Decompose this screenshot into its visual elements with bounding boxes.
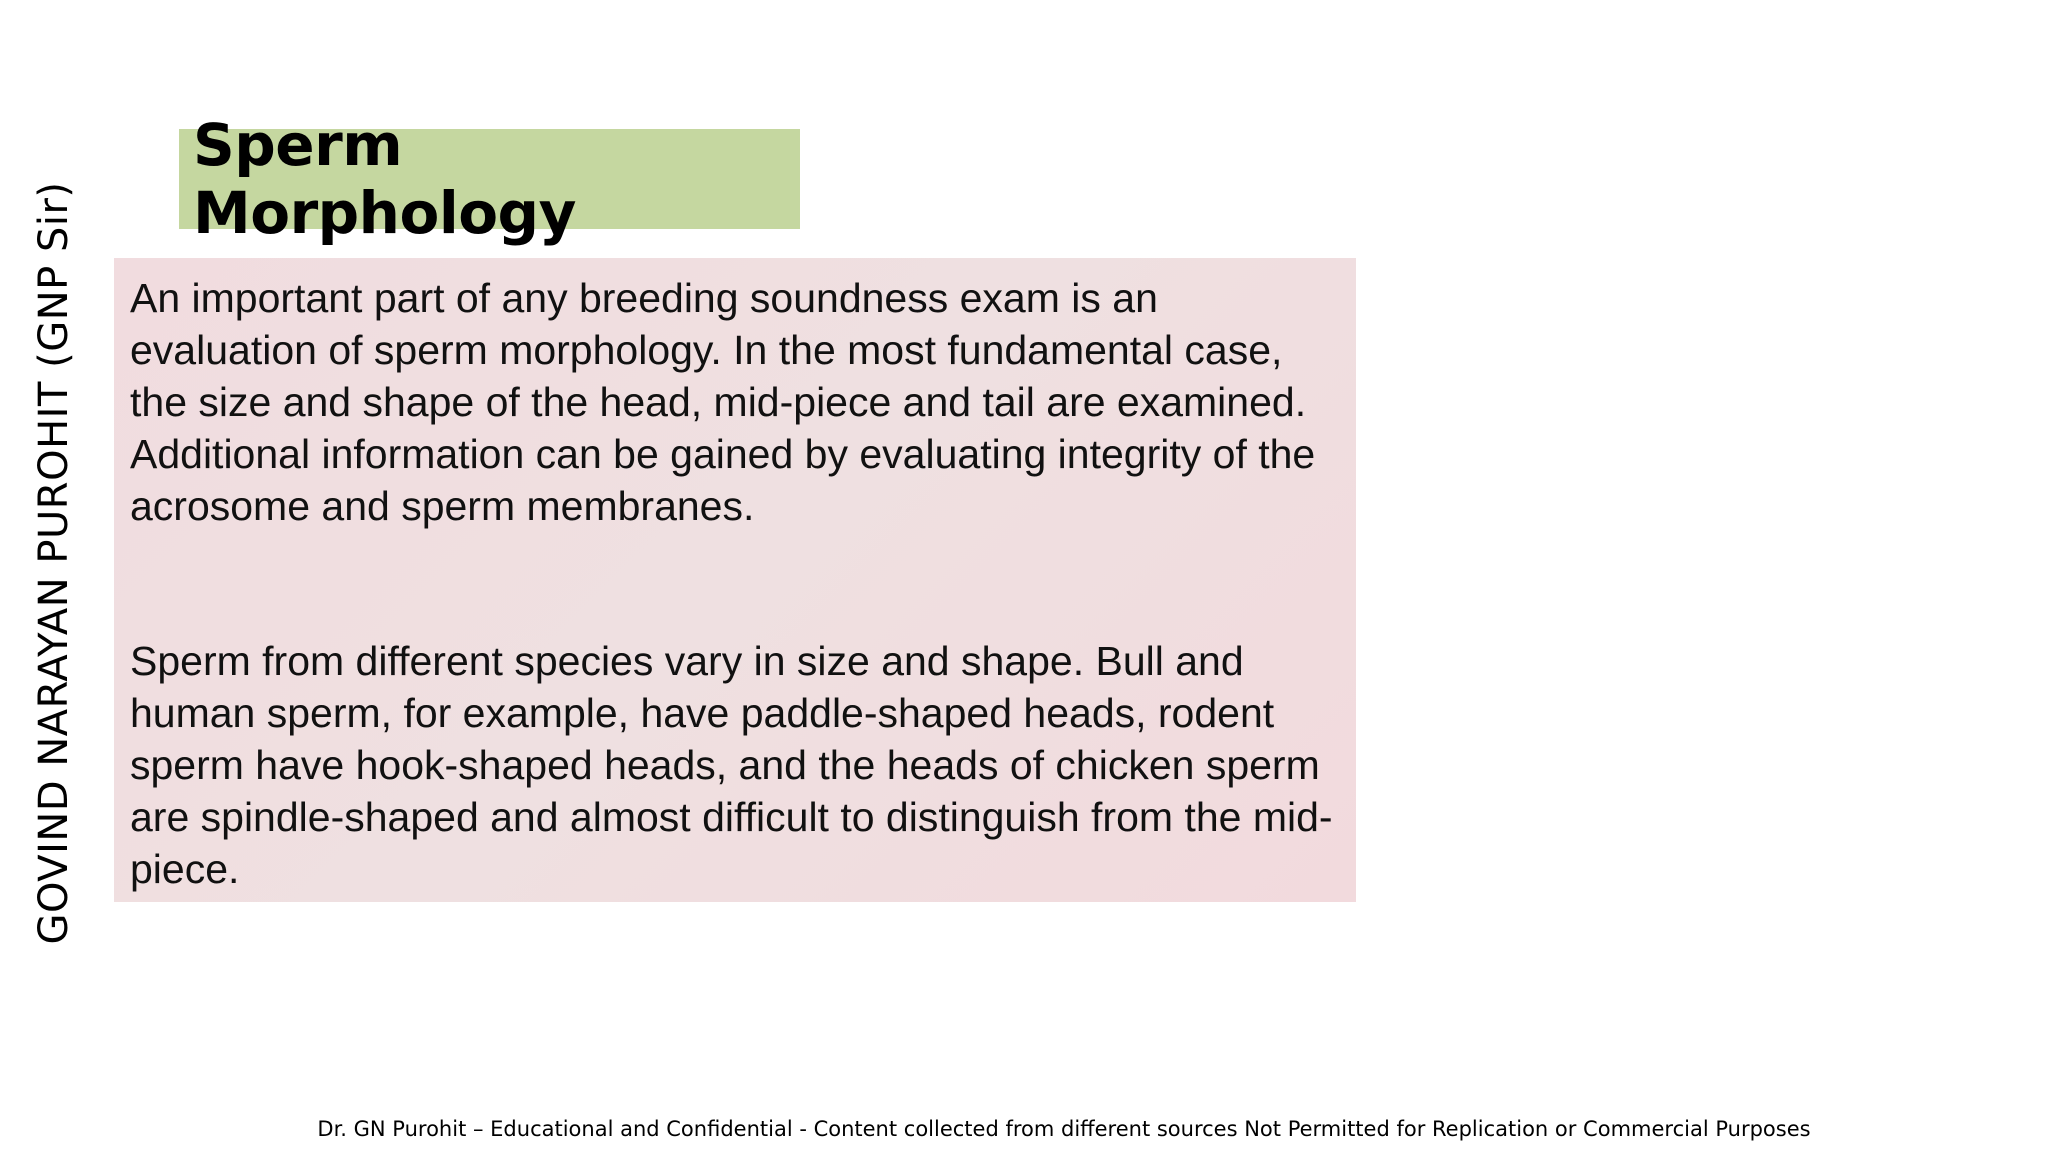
footer-disclaimer: Dr. GN Purohit – Educational and Confidential - Content collected from different sources Not Permitted for Replication or Commercial Purposes: [317, 1117, 1811, 1141]
content-box: [114, 258, 1356, 902]
slide-title: Sperm Morphology: [193, 111, 576, 247]
title-banner: [179, 111, 800, 247]
paragraph-spacer: [130, 532, 1340, 635]
paragraph-morphology-exam: An important part of any breeding soundness exam is an evaluation of sperm morphology. In the most fundamental case, the size and shape of the head, mid-piece and tail are examined. Additional information can be gained by evaluating integrity of the acrosome and sperm membranes.: [130, 275, 1316, 529]
author-vertical-label: GOVIND NARAYAN PUROHIT (GNP Sir): [31, 181, 77, 945]
paragraph-species-variation: Sperm from different species vary in size and shape. Bull and human sperm, for example, have paddle-shaped heads, rodent sperm have hook-shaped heads, and the heads of chicken sperm are spindle-shaped and almost difficult to distinguish from the mid-piece.: [130, 638, 1333, 892]
